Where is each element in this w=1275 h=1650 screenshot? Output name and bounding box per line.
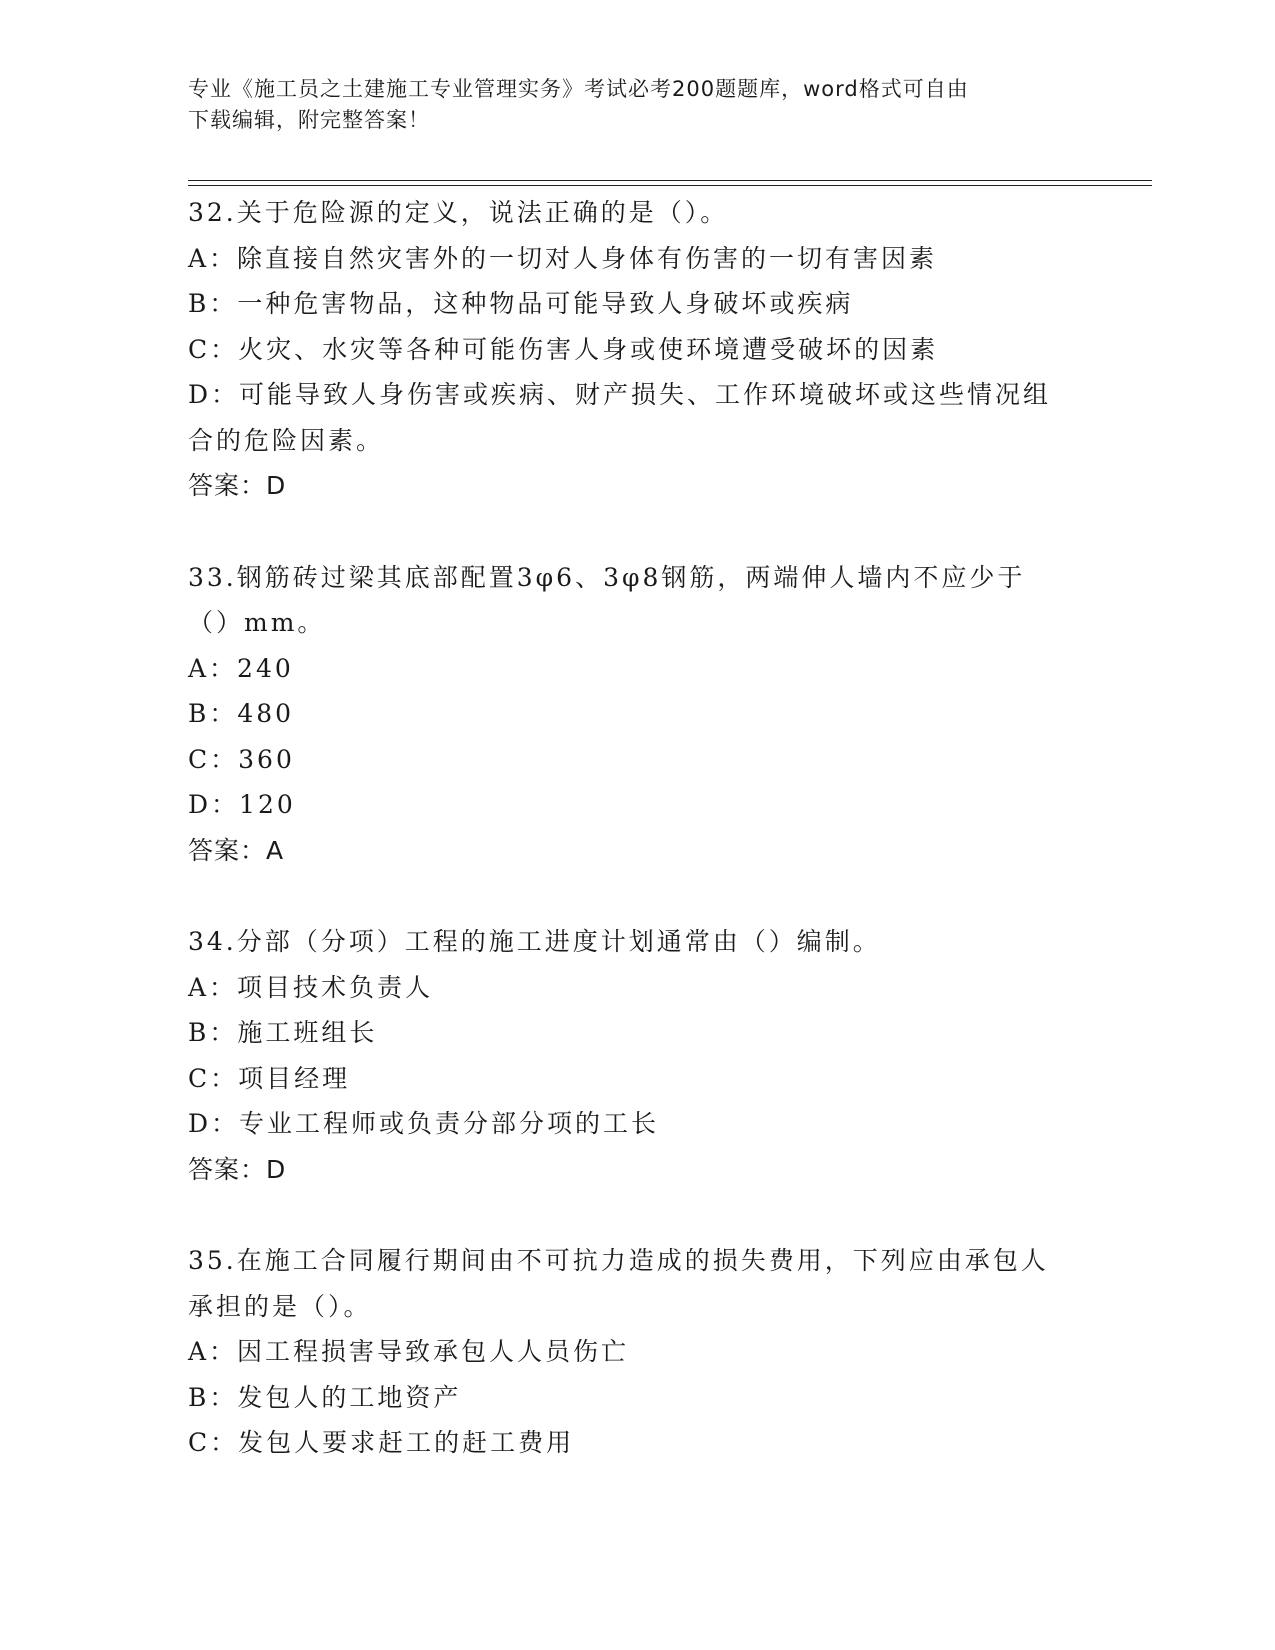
header-divider-bottom [188,185,1152,186]
option-a: A：240 [188,653,294,683]
option-b: B：施工班组长 [188,1018,378,1047]
option-d: D：专业工程师或负责分部分项的工长 [188,1109,660,1138]
answer-line: 答案：D [188,471,287,500]
question-34 [188,919,1088,1192]
option-a: A：因工程损害导致承包人人员伤亡 [188,1337,630,1366]
header-divider-top [188,180,1152,181]
answer-line: 答案：D [188,1154,287,1184]
question-stem: 32.关于危险源的定义，说法正确的是（）。 [188,198,729,227]
option-b: B：一种危害物品，这种物品可能导致人身破坏或疾病 [188,289,854,318]
option-a: A：除直接自然灾害外的一切对人身体有伤害的一切有害因素 [188,243,938,273]
question-32 [188,190,1088,509]
option-d: D：可能导致人身伤害或疾病、财产损失、工作环境破坏或这些情况组 [188,380,1052,409]
header-line-1: 专业《施工员之土建施工专业管理实务》考试必考200题题库，word格式可自由 [188,77,969,101]
option-d-continued: 合的危险因素。 [188,425,385,455]
answer-line: 答案：A [188,835,285,865]
question-list [188,190,1088,1512]
question-stem-continued: 承担的是（）。 [188,1291,372,1321]
document-header [188,74,1088,136]
option-a: A：项目技术负责人 [188,972,434,1002]
option-b: B：发包人的工地资产 [188,1382,462,1412]
question-33 [188,555,1088,874]
option-b: B：480 [188,699,295,728]
question-stem-continued: （）mm。 [188,608,326,637]
header-line-2: 下载编辑，附完整答案！ [188,108,430,132]
question-35 [188,1238,1088,1466]
option-d: D：120 [188,790,296,819]
option-c: C：项目经理 [188,1063,351,1093]
option-c: C：360 [188,744,295,774]
option-c: C：火灾、水灾等各种可能伤害人身或使环境遭受破坏的因素 [188,334,939,364]
question-stem: 35.在施工合同履行期间由不可抗力造成的损失费用，下列应由承包人 [188,1246,1049,1275]
question-stem: 33.钢筋砖过梁其底部配置3φ6、3φ8钢筋，两端伸人墙内不应少于 [188,562,1026,592]
question-stem: 34.分部（分项）工程的施工进度计划通常由（）编制。 [188,927,881,956]
option-c: C：发包人要求赶工的赶工费用 [188,1428,575,1457]
